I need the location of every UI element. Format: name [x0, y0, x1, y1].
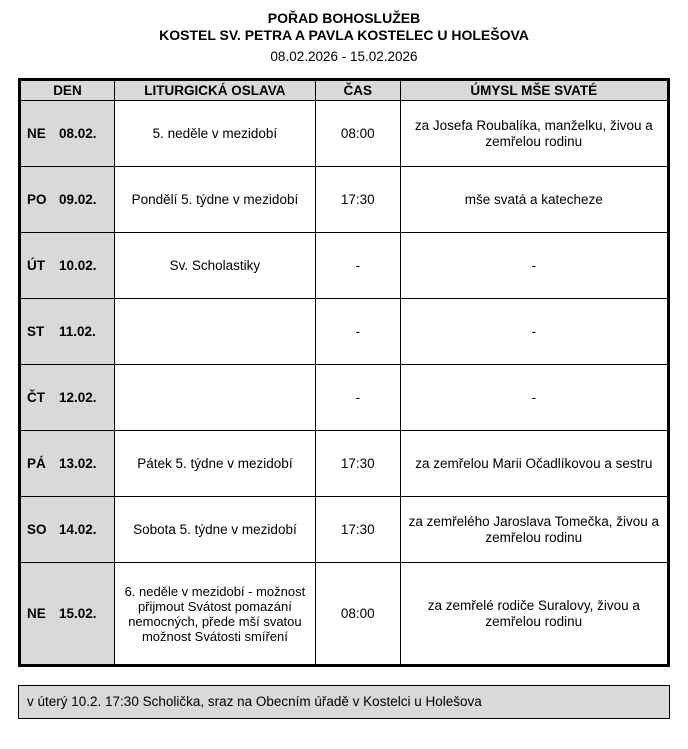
time-cell: 08:00	[315, 101, 400, 167]
celebration-cell: Sobota 5. týdne v mezidobí	[114, 497, 315, 563]
schedule-table	[18, 78, 670, 667]
celebration-cell: Pondělí 5. týdne v mezidobí	[114, 167, 315, 233]
celebration-cell: 6. neděle v mezidobí - možnost přijmout Svátost pomazání nemocných, přede mší svatou možnost Svátosti smíření	[114, 563, 315, 666]
intention-cell: za zemřelého Jaroslava Tomečka, živou a zemřelou rodinu	[400, 497, 668, 563]
table-row	[20, 497, 669, 563]
header-liturgicka-oslava: LITURGICKÁ OSLAVA	[114, 80, 315, 101]
time-cell: 17:30	[315, 497, 400, 563]
time-cell: 08:00	[315, 563, 400, 666]
celebration-cell	[114, 365, 315, 431]
celebration-cell: Pátek 5. týdne v mezidobí	[114, 431, 315, 497]
time-cell: 17:30	[315, 167, 400, 233]
day-abbrev: ČT	[27, 390, 45, 405]
header-cas: ČAS	[315, 80, 400, 101]
table-header-row	[20, 80, 669, 101]
day-cell	[20, 299, 115, 365]
day-abbrev: NE	[27, 606, 46, 621]
intention-cell: za zemřelé rodiče Suralovy, živou a zemřelou rodinu	[400, 563, 668, 666]
day-date: 09.02.	[59, 192, 97, 207]
day-date: 11.02.	[59, 324, 96, 339]
celebration-cell	[114, 299, 315, 365]
day-date: 13.02.	[59, 456, 97, 471]
day-cell	[20, 167, 115, 233]
table-row	[20, 101, 669, 167]
day-cell	[20, 233, 115, 299]
day-cell	[20, 365, 115, 431]
table-row	[20, 431, 669, 497]
time-cell: -	[315, 233, 400, 299]
celebration-cell: Sv. Scholastiky	[114, 233, 315, 299]
day-abbrev: NE	[27, 126, 46, 141]
intention-cell: mše svatá a katecheze	[400, 167, 668, 233]
day-date: 15.02.	[59, 606, 97, 621]
day-abbrev: PÁ	[27, 456, 46, 471]
header-umysl: ÚMYSL MŠE SVATÉ	[400, 80, 668, 101]
table-row	[20, 563, 669, 666]
day-cell	[20, 563, 115, 666]
header-den: DEN	[20, 80, 115, 101]
celebration-cell: 5. neděle v mezidobí	[114, 101, 315, 167]
intention-cell: za zemřelou Marii Očadlíkovou a sestru	[400, 431, 668, 497]
intention-cell: za Josefa Roubalíka, manželku, živou a zemřelou rodinu	[400, 101, 668, 167]
day-date: 12.02.	[59, 390, 97, 405]
time-cell: -	[315, 365, 400, 431]
table-row	[20, 167, 669, 233]
table-row	[20, 299, 669, 365]
footer-note: v úterý 10.2. 17:30 Scholička, sraz na Obecním úřadě v Kostelci u Holešova	[18, 685, 670, 719]
time-cell: -	[315, 299, 400, 365]
intention-cell: -	[400, 233, 668, 299]
day-abbrev: SO	[27, 522, 47, 537]
intention-cell: -	[400, 365, 668, 431]
time-cell: 17:30	[315, 431, 400, 497]
day-abbrev: ST	[27, 324, 45, 339]
day-date: 14.02.	[59, 522, 97, 537]
intention-cell: -	[400, 299, 668, 365]
day-cell	[20, 431, 115, 497]
table-row	[20, 365, 669, 431]
day-abbrev: PO	[27, 192, 47, 207]
church-name: KOSTEL SV. PETRA A PAVLA KOSTELEC U HOLEŠOVA	[159, 27, 529, 43]
day-date: 10.02.	[59, 258, 97, 273]
page-title: POŘAD BOHOSLUŽEB	[267, 10, 421, 26]
day-cell	[20, 497, 115, 563]
day-cell	[20, 101, 115, 167]
day-date: 08.02.	[59, 126, 97, 141]
date-range: 08.02.2026 - 15.02.2026	[270, 49, 418, 64]
table-row	[20, 233, 669, 299]
day-abbrev: ÚT	[27, 258, 45, 273]
